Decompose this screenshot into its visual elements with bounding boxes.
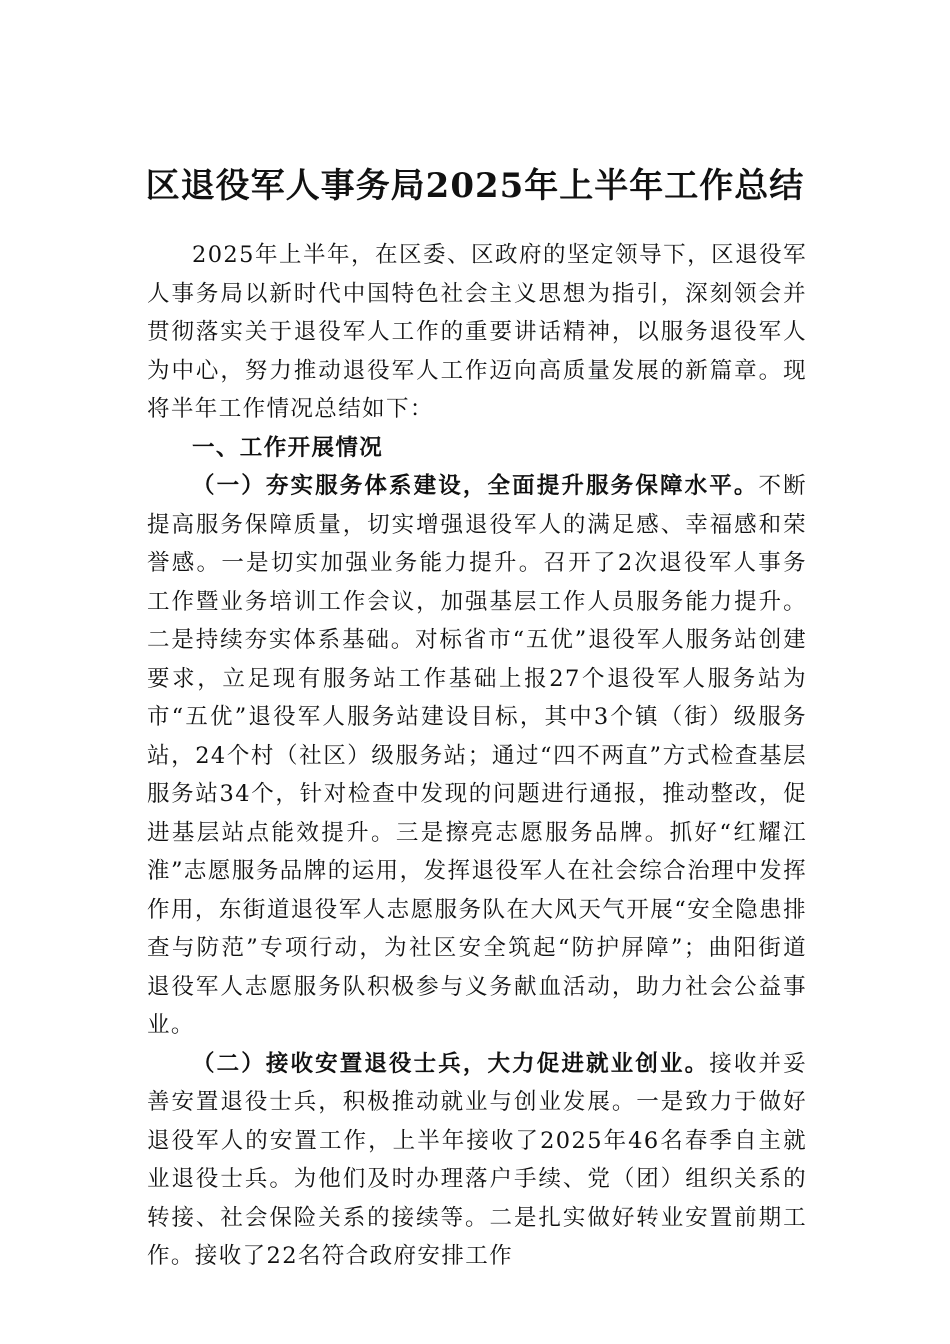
subsection-1-body: 不断提高服务保障质量，切实增强退役军人的满足感、幸福感和荣誉感。一是切实加强业务能力提升。召开了2次退役军人事务工作暨业务培训工作会议，加强基层工作人员服务能力提升。二是持续夯实体系基础。对标省市“五优”退役军人服务站创建要求，立足现有服务站工作基础上报27个退役军人服务站为市“五优”退役军人服务站建设目标，其中3个镇（街）级服务站，24个村（社区）级服务站；通过“四不两直”方式检查基层服务站34个，针对检查中发现的问题进行通报，推动整改，促进基层站点能效提升。三是擦亮志愿服务品牌。抓好“红耀江淮”志愿服务品牌的运用，发挥退役军人在社会综合治理中发挥作用，东街道退役军人志愿服务队在大风天气开展“安全隐患排查与防范”专项行动，为社区安全筑起“防护屏障”；曲阳街道退役军人志愿服务队积极参与义务献血活动，助力社会公益事业。 [147, 473, 807, 1038]
subsection-2-body: 接收并妥善安置退役士兵，积极推动就业与创业发展。一是致力于做好退役军人的安置工作，上半年接收了2025年46名春季自主就业退役士兵。为他们及时办理落户手续、党（团）组织关系的转接、社会保险关系的接续等。二是扎实做好转业安置前期工作。接收了22名符合政府安排工作 [147, 1050, 807, 1269]
intro-paragraph: 2025年上半年，在区委、区政府的坚定领导下，区退役军人事务局以新时代中国特色社会主义思想为指引，深刻领会并贯彻落实关于退役军人工作的重要讲话精神，以服务退役军人为中心，努力推动退役军人工作迈向高质量发展的新篇章。现将半年工作情况总结如下： [147, 242, 807, 422]
section-heading: 一、工作开展情况 [192, 434, 384, 461]
document-title: 区退役军人事务局2025年上半年工作总结 [145, 166, 805, 206]
subsection-2-paragraph [147, 1045, 807, 1276]
subsection-1-paragraph [147, 467, 807, 1045]
subsection-2-heading: （二）接收安置退役士兵，大力促进就业创业。 [192, 1050, 710, 1077]
document-body [147, 236, 807, 1276]
subsection-1-heading: （一）夯实服务体系建设，全面提升服务保障水平。 [192, 473, 759, 499]
